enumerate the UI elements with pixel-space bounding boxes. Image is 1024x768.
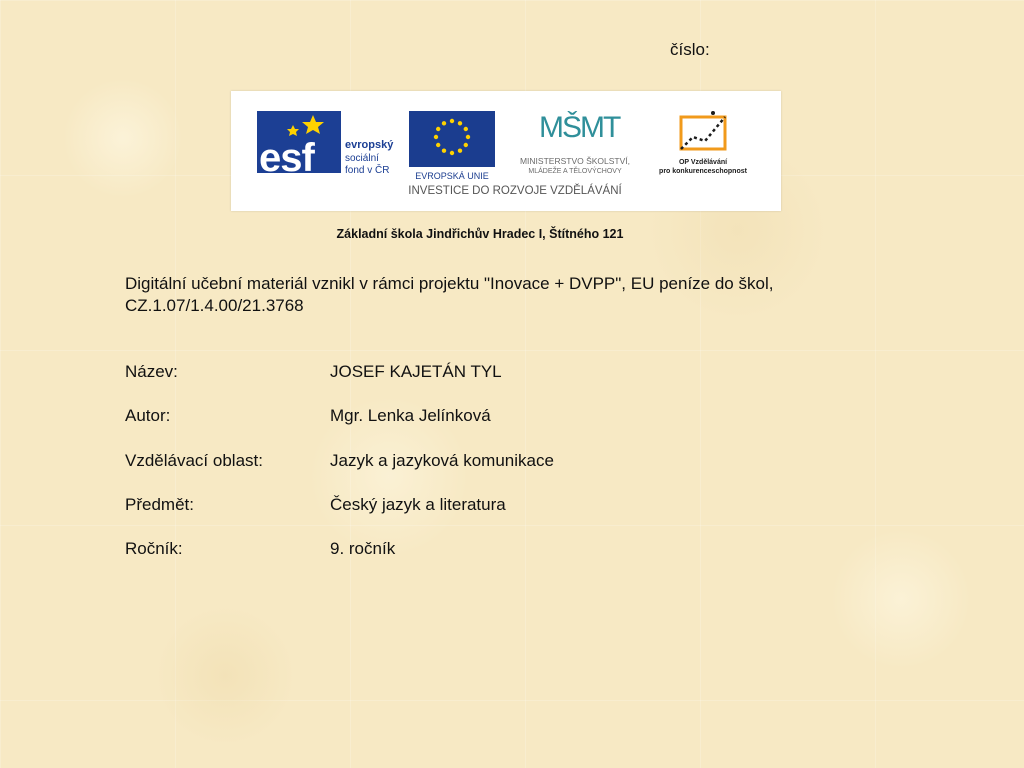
number-label: číslo: (670, 40, 710, 59)
eu-logo (409, 111, 495, 181)
intro-line: CZ.1.07/1.4.00/21.3768 (125, 296, 304, 315)
msmt-logo (520, 110, 630, 175)
field-value: Mgr. Lenka Jelínková (330, 406, 491, 425)
field-label: Předmět: (125, 495, 194, 514)
op-text-line: pro konkurenceschopnost (659, 168, 747, 175)
project-logo-banner (231, 91, 781, 211)
field-value: 9. ročník (330, 539, 396, 558)
msmt-text-line: MLÁDEŽE A TĚLOVÝCHOVY (528, 168, 622, 175)
field-row-area (125, 450, 825, 472)
esf-logo (257, 111, 394, 180)
field-value: Český jazyk a literatura (330, 495, 506, 514)
msmt-letters: MŠMT (539, 111, 620, 144)
op-logo (659, 111, 748, 175)
msmt-text-line: MINISTERSTVO ŠKOLSTVÍ, (519, 156, 631, 166)
field-row-grade (125, 538, 825, 560)
esf-text-line: sociální (345, 153, 379, 164)
esf-letters: esf (259, 136, 314, 180)
esf-text-line: fond v ČR (345, 165, 390, 176)
op-frame-icon (681, 117, 725, 149)
intro-line: Digitální učební materiál vznikl v rámci projektu "Inovace + DVPP", EU peníze do škol, (125, 274, 774, 293)
eu-text: EVROPSKÁ UNIE (415, 171, 489, 181)
field-label: Ročník: (125, 539, 183, 558)
field-label: Vzdělávací oblast: (125, 451, 263, 470)
logo-strip (231, 91, 781, 211)
field-label: Autor: (125, 406, 171, 425)
field-row-author (125, 405, 825, 427)
op-text-line: OP Vzdělávání (678, 159, 728, 166)
field-row-title (125, 361, 825, 383)
op-arrow-icon (681, 117, 725, 149)
op-dot-icon (711, 111, 715, 115)
field-value: Jazyk a jazyková komunikace (330, 451, 554, 470)
esf-text-line: evropský (345, 139, 394, 151)
tagline: INVESTICE DO ROZVOJE VZDĚLÁVÁNÍ (408, 185, 622, 197)
field-label: Název: (125, 362, 178, 381)
school-name-line (0, 227, 1024, 241)
field-row-subject (125, 494, 825, 516)
school-name: Základní škola Jindřichův Hradec I, Štítného 121 (336, 227, 624, 241)
project-intro (125, 273, 885, 317)
field-value: JOSEF KAJETÁN TYL (330, 362, 502, 381)
